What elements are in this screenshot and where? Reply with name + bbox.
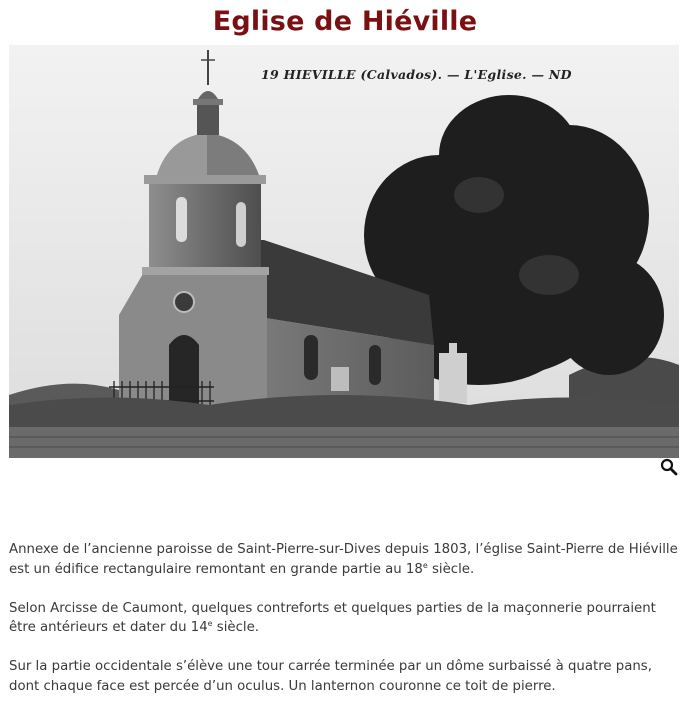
page-title: Eglise de Hiéville (212, 6, 478, 37)
article-paragraph: Sur la partie occidentale s’élève une tour carrée terminée par un dôme surbaissé à quatre pans, dont chaque face est percée d’un oculus. Un lanternon couronne ce toit de pierre. (9, 659, 652, 694)
superscript: e (422, 560, 428, 570)
postcard-caption: 19 HIEVILLE (Calvados). — L'Eglise. — ND (261, 67, 572, 82)
article-paragraph (9, 540, 681, 579)
article-body (9, 540, 681, 716)
paragraph-text: Selon Arcisse de Caumont, quelques contreforts et quelques parties de la maçonnerie pourraient être antérieurs et dater du 14 (9, 600, 656, 635)
paragraph-text: siècle. (427, 561, 475, 577)
postcard-illustration (9, 45, 679, 458)
article-paragraph (9, 599, 681, 638)
church-postcard-image[interactable] (9, 45, 679, 458)
magnifier-icon[interactable] (660, 458, 678, 476)
paragraph-text: Annexe de l’ancienne paroisse de Saint-Pierre-sur-Dives depuis 1803, l’église Saint-Pierre de Hiéville est un édifice rectangulaire remontant en grande partie au 18 (9, 542, 678, 577)
paragraph-text: siècle. (212, 620, 260, 635)
superscript: e (207, 619, 213, 628)
